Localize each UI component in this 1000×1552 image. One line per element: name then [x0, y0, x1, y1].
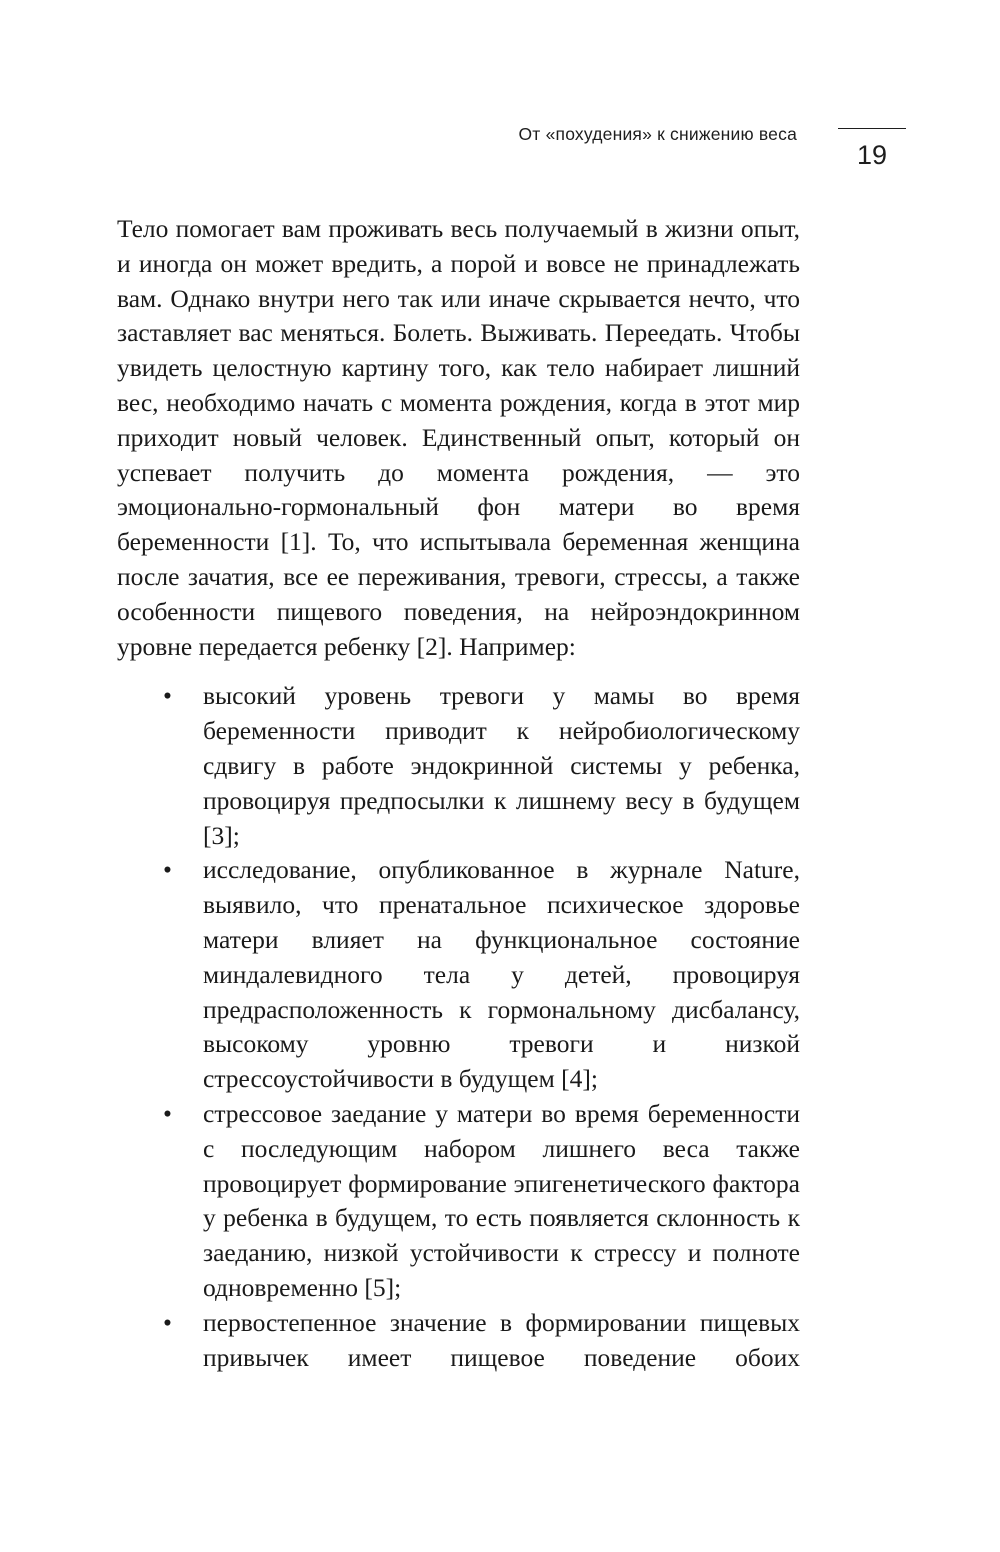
- list-item-text: исследование, опубликованное в журнале Nature, выявило, что пренатальное психическое здоровье матери влияет на функциональное состояние миндалевидного тела у детей, провоцируя предрасположенность к гормональному дисбалансу, высокому уровню тревоги и низкой стрессоустойчивости в будущем [4];: [203, 855, 800, 1094]
- list-item: [117, 1306, 800, 1376]
- list-item-text: первостепенное значение в формировании пищевых привычек имеет пищевое поведение обоих: [203, 1307, 800, 1372]
- body-text: [117, 212, 800, 1375]
- bullet-icon: •: [163, 1098, 172, 1128]
- bullet-icon: •: [163, 1307, 172, 1337]
- body-paragraph: Тело помогает вам проживать весь получаемый в жизни опыт, и иногда он может вредить, а порой и вовсе не принадлежать вам. Однако внутри него так или иначе скрывается нечто, что заставляет вас меняться. Болеть. Выживать. Переедать. Чтобы увидеть целостную картину того, как тело набирает лишний вес, необходимо начать с момента рождения, когда в этот мир приходит новый человек. Единственный опыт, который он успевает получить до момента рождения, — это эмоционально-гормональный фон матери во время беременности [1]. То, что испытывала беременная женщина после зачатия, все ее переживания, тревоги, стрессы, а также особенности пищевого поведения, на нейроэндокринном уровне передается ребенку [2]. Например:: [117, 214, 800, 661]
- list-item: [117, 853, 800, 1097]
- list-item: [117, 1097, 800, 1306]
- list-item-text: высокий уровень тревоги у мамы во время беременности приводит к нейробиологическому сдвигу в работе эндокринной системы у ребенка, провоцируя предпосылки к лишнему весу в будущем [3];: [203, 681, 800, 850]
- bullet-list: [117, 679, 800, 1375]
- list-item-text: стрессовое заедание у матери во время беременности с последующим набором лишнего веса также провоцирует формирование эпигенетического фактора у ребенка в будущем, то есть появляется склонность к заеданию, низкой устойчивости к стрессу и полноте одновременно [5];: [203, 1098, 800, 1302]
- bullet-icon: •: [163, 681, 172, 711]
- running-head-title: От «похудения» к снижению веса: [518, 124, 797, 144]
- folio-rule: [838, 128, 906, 129]
- bullet-icon: •: [163, 855, 172, 885]
- list-item: [117, 679, 800, 853]
- page-number: 19: [856, 140, 888, 170]
